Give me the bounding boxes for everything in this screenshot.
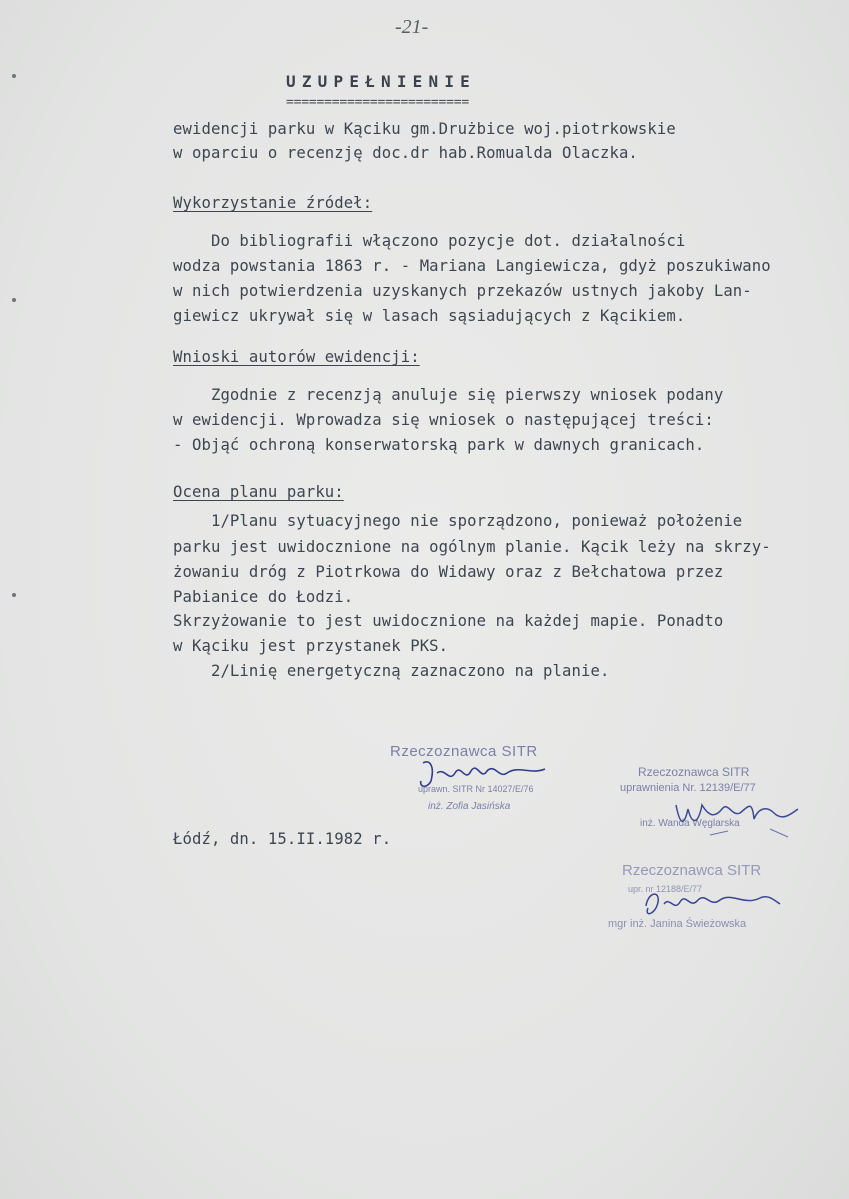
paragraph-line: parku jest uwidocznione na ogólnym planie. Kącik leży na skrzy- [173, 538, 771, 556]
place-and-date: Łódź, dn. 15.II.1982 r. [173, 830, 392, 848]
paragraph-line: w Kąciku jest przystanek PKS. [173, 637, 449, 655]
paragraph-line: Do bibliografii włączono pozycje dot. działalności [173, 232, 686, 250]
paragraph-line: żowaniu dróg z Piotrkowa do Widawy oraz z Bełchatowa przez [173, 563, 724, 581]
handwritten-signature-1 [415, 757, 565, 793]
stamp-title: Rzeczoznawca SITR [622, 862, 762, 879]
stamp-title: Rzeczoznawca SITR [638, 765, 750, 779]
stamp-name: inż. Zofia Jasińska [428, 801, 511, 812]
paragraph-line: Skrzyżowanie to jest uwidocznione na każdej mapie. Ponadto [173, 612, 724, 630]
title-double-rule: ======================== [286, 95, 470, 110]
section-heading-plan: Ocena planu parku: [173, 483, 344, 501]
intro-line: w oparciu o recenzję doc.dr hab.Romualda Olaczka. [173, 144, 638, 162]
paragraph-line: 1/Planu sytuacyjnego nie sporządzono, ponieważ położenie [173, 512, 743, 530]
page-number: -21- [395, 16, 429, 38]
stamp-license: uprawn. SITR Nr 14027/E/76 [418, 784, 534, 794]
paragraph-line: w nich potwierdzenia uzyskanych przekazów ustnych jakoby Lan- [173, 282, 752, 300]
punch-hole-mark [12, 74, 16, 78]
paragraph-line: Pabianice do Łodzi. [173, 588, 354, 606]
paragraph-line: - Objąć ochroną konserwatorską park w dawnych granicach. [173, 436, 705, 454]
paragraph-line: 2/Linię energetyczną zaznaczono na planie. [173, 662, 610, 680]
stamp-name: mgr inż. Janina Świeżowska [608, 918, 747, 930]
stamp-license: upr. nr 12188/E/77 [628, 884, 703, 894]
handwritten-signature-2 [670, 795, 810, 839]
paragraph-line: Zgodnie z recenzją anuluje się pierwszy wniosek podany [173, 386, 724, 404]
handwritten-signature-3 [640, 884, 790, 924]
punch-hole-mark [12, 593, 16, 597]
stamp-title: Rzeczoznawca SITR [390, 743, 538, 760]
section-heading-sources: Wykorzystanie źródeł: [173, 194, 373, 212]
stamp-name: inż. Wanda Węglarska [640, 818, 740, 829]
paragraph-line: w ewidencji. Wprowadza się wniosek o następującej treści: [173, 411, 714, 429]
document-title: UZUPEŁNIENIE [286, 72, 476, 91]
stamp-license: uprawnienia Nr. 12139/E/77 [620, 782, 756, 794]
paragraph-line: wodza powstania 1863 r. - Mariana Langiewicza, gdyż poszukiwano [173, 257, 771, 275]
intro-line: ewidencji parku w Kąciku gm.Drużbice woj.piotrkowskie [173, 120, 676, 138]
punch-hole-mark [12, 298, 16, 302]
paragraph-line: giewicz ukrywał się w lasach sąsiadujących z Kącikiem. [173, 307, 686, 325]
section-heading-conclusions: Wnioski autorów ewidencji: [173, 348, 420, 366]
